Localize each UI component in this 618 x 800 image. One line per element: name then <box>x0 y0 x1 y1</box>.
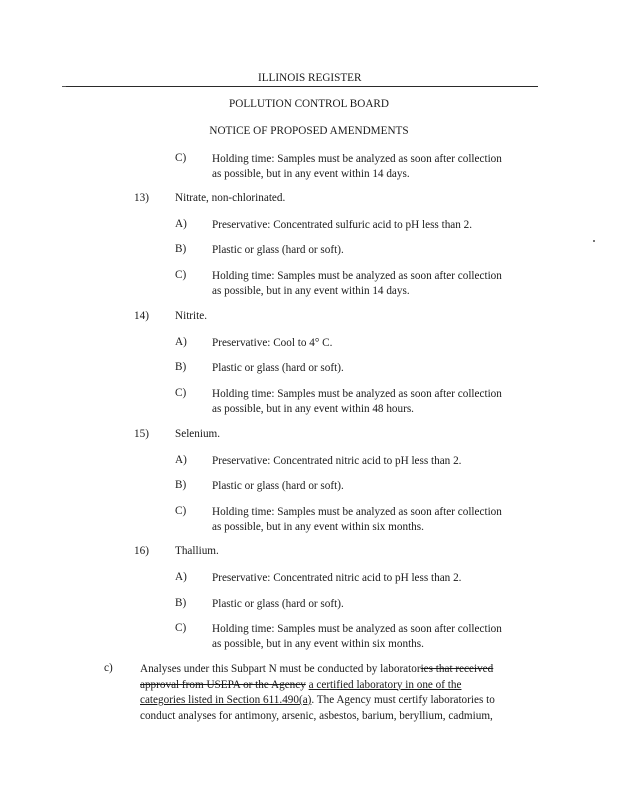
register-title: ILLINOIS REGISTER <box>258 72 362 84</box>
item-title: Nitrate, non-chlorinated. <box>175 192 286 204</box>
item-label: B) <box>175 479 187 491</box>
item-number: 13) <box>134 192 149 204</box>
item-text: Plastic or glass (hard or soft). <box>212 598 344 610</box>
paragraph-text: Analyses under this Subpart N must be conducted by laboratories that received approval from USEPA or the Agency a certified laboratory in one of the categories listed in Section 611.490(a). The Agency must certify laboratories to conduct analyses for antimony, arsenic, asbestos, barium, beryllium, cadmium, <box>140 663 495 722</box>
item-text: Preservative: Cool to 4° C. <box>212 337 333 349</box>
item-label: A) <box>175 218 187 230</box>
item-label: C) <box>175 152 187 164</box>
item-text: Preservative: Concentrated nitric acid to pH less than 2. <box>212 572 462 584</box>
item-text: Holding time: Samples must be analyzed as soon after collection as possible, but in any event within 14 days. <box>212 270 502 297</box>
item-label: B) <box>175 597 187 609</box>
item-label: C) <box>175 505 187 517</box>
item-text: Preservative: Concentrated nitric acid to pH less than 2. <box>212 455 462 467</box>
item-text: Holding time: Samples must be analyzed as soon after collection as possible, but in any event within 48 hours. <box>212 388 502 415</box>
item-label: A) <box>175 336 187 348</box>
item-text: Plastic or glass (hard or soft). <box>212 244 344 256</box>
notice-title: NOTICE OF PROPOSED AMENDMENTS <box>209 125 409 137</box>
item-label: B) <box>175 361 187 373</box>
item-number: 16) <box>134 545 149 557</box>
scan-speck <box>593 240 595 242</box>
item-title: Thallium. <box>175 545 219 557</box>
item-number: 15) <box>134 428 149 440</box>
item-title: Nitrite. <box>175 310 208 322</box>
item-text: Holding time: Samples must be analyzed as soon after collection as possible, but in any event within six months. <box>212 506 502 533</box>
item-text: Plastic or glass (hard or soft). <box>212 362 344 374</box>
item-label: C) <box>175 387 187 399</box>
item-title: Selenium. <box>175 428 221 440</box>
paragraph-label: c) <box>104 662 113 674</box>
header-rule <box>66 86 538 87</box>
board-title: POLLUTION CONTROL BOARD <box>229 98 389 110</box>
item-text: Holding time: Samples must be analyzed as soon after collection as possible, but in any event within 14 days. <box>212 153 502 180</box>
item-text: Preservative: Concentrated sulfuric acid to pH less than 2. <box>212 219 473 231</box>
item-label: C) <box>175 269 187 281</box>
item-label: B) <box>175 243 187 255</box>
item-number: 14) <box>134 310 149 322</box>
item-text: Plastic or glass (hard or soft). <box>212 480 344 492</box>
item-label: A) <box>175 454 187 466</box>
item-text: Holding time: Samples must be analyzed as soon after collection as possible, but in any event within six months. <box>212 623 502 650</box>
item-label: A) <box>175 571 187 583</box>
item-label: C) <box>175 622 187 634</box>
